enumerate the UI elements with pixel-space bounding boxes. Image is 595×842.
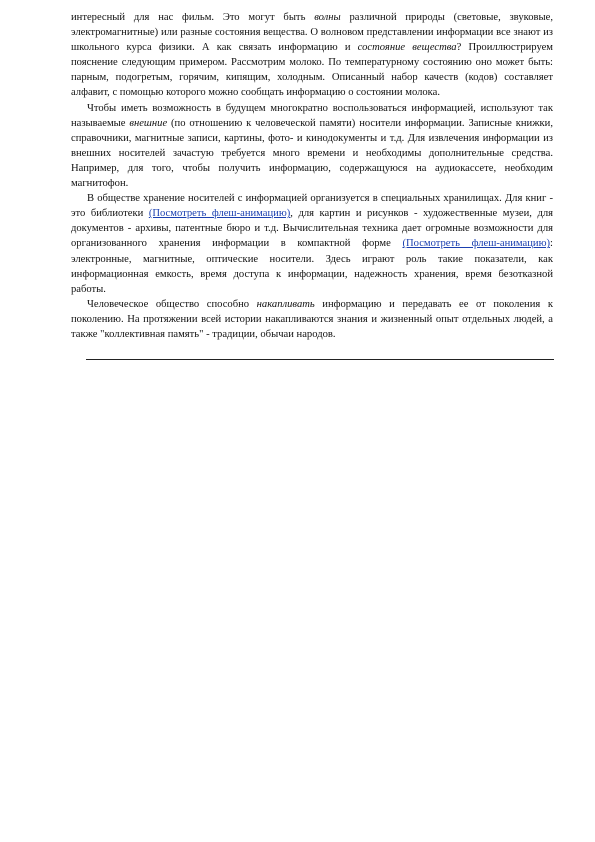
emphasis-external: внешние — [129, 117, 168, 129]
paragraph-4: Человеческое общество способно накапливать информацию и передавать ее от поколения к поколению. На протяжении всей истории накапливаются знания и жизненный опыт отдельных людей, а также "коллективная память" - традиции, обычаи народов. — [71, 298, 553, 340]
flash-animation-link-compact-storage[interactable]: (Посмотреть флеш-анимацию) — [402, 238, 551, 250]
paragraph-1: интересный для нас фильм. Это могут быть волны различной природы (световые, звуковые, электромагнитные) или разные состояния вещества. О волновом представлении информации все знают из школьного курса физики. А как связать информацию и состояние вещества? Проиллюстрируем пояснение следующим примером. Рассмотрим молоко. По температурному состоянию оно может быть: парным, подогретым, горячим, кипящим, холодным. Описанный набор качеств (кодов) составляет алфавит, с помощью которого можно сообщать информацию о состоянии молока. — [71, 12, 554, 99]
emphasis-accumulate: накапливать — [256, 298, 315, 310]
emphasis-substance-state: состояние вещества — [357, 42, 457, 54]
bottom-divider — [86, 359, 554, 360]
paragraph-3: В обществе хранение носителей с информацией организуется в специальных хранилищах. Для книг - это библиотеки (Посмотреть флеш-анимацию), для картин и рисунков - художественные музеи, для документов - архивы, патентные бюро и т.д. Вычислительная техника дает огромные возможности для организованного хранения информации в компактной форме (Посмотреть флеш-анимацию): электронные, магнитные, оптические носители. Здесь играют роль такие показатели, как информационная емкость, время доступа к информации, надежность хранения, время безотказной работы. — [71, 193, 553, 295]
flash-animation-link-libraries[interactable]: (Посмотреть флеш-анимацию) — [148, 208, 291, 220]
paragraph-2: Чтобы иметь возможность в будущем многократно воспользоваться информацией, используют так называемые внешние (по отношению к человеческой памяти) носители информации. Записные книжки, справочники, магнитные записи, картины, фото- и кинодокументы и т.д. Для извлечения информации из внешних носителей зачастую требуется много времени и необходимы дополнительные средства. Например, для того, чтобы получить информацию, содержащуюся на аудиокассете, необходим магнитофон. — [71, 102, 553, 190]
emphasis-waves: волны — [314, 12, 341, 23]
document-body — [71, 10, 553, 342]
